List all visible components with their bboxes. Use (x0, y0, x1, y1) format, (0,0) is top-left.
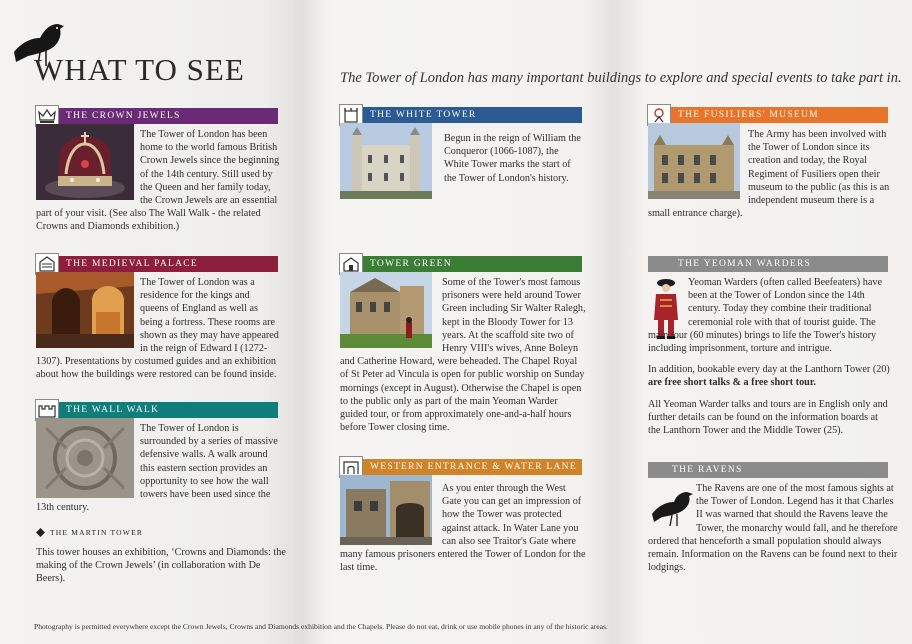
white-tower-text: Begun in the reign of William the Conqueror (1066-1087), the White Tower marks the start of the Tower of London's history. (444, 133, 581, 184)
fusiliers-header (648, 107, 888, 123)
yeoman-warders-title: THE YEOMAN WARDERS (678, 259, 812, 269)
western-entrance-text: As you enter through the West Gate you can get an impression of how the Tower was protected against attack. In Water Lane you can also see Traitor's Gate where many famous prisoners entered the Tower of London for the last time. (340, 483, 586, 574)
tower-green-header (340, 256, 582, 272)
medieval-palace-text: The Tower of London was a residence for the kings and queens of England as well as being a fortress. These rooms are shown as they may have appeared in the reign of Edward I (1272-1307). Presentations by costumed guides and an exhibition about how the buildings were restored can be found inside. (36, 277, 279, 381)
yeoman-warders-text: Yeoman Warders (often called Beefeaters) have been at the Tower of London since the 14th century. Today they combine their traditional ceremonial role with that of tourist guide. The main tour (60 minutes) brings to life the Tower's history including imprisonment, torture and intrigue. In addition, bookable every day at the Lanthorn Tower (20) are free short talks & a free short tour. All Yeoman Warder talks and tours are in English only and further details can be found on the information boards at the Lanthorn Tower and the Middle Tower (25). (648, 277, 890, 437)
crown-jewels-title: THE CROWN JEWELS (66, 111, 181, 121)
medieval-palace-header (36, 256, 278, 272)
page-title: WHAT TO SEE (34, 52, 245, 87)
western-entrance-title: WESTERN ENTRANCE & WATER LANE (370, 462, 577, 472)
tower-green-title: TOWER GREEN (370, 259, 452, 269)
ravens-header (648, 462, 888, 478)
wall-walk-text: The Tower of London is surrounded by a series of massive defensive walls. A walk around this eastern section provides an opportunity to see how the wall towers have been used since the 13th century. (36, 423, 278, 514)
western-entrance-header (340, 459, 582, 475)
medieval-palace-title: THE MEDIEVAL PALACE (66, 259, 199, 269)
white-tower-photo (340, 123, 432, 199)
yeoman-warders-header (648, 256, 888, 272)
wall-walk-header (36, 402, 278, 418)
crown-jewels-text: The Tower of London has been home to the world famous British Crown Jewels since the beginning of the 14th century. Still used by the Queen and her family today, the Crown Jewels are an essential part of your visit. (See also The Wall Walk - the related Crowns and Diamonds exhibition.) (36, 129, 280, 233)
ravens-text: The Ravens are one of the most famous sights at the Tower of London. Legend has it that Charles II was warned that should the Ravens leave the Tower, the monarchy would fall, and he therefore ordered that henceforth a small population should always remain. Information on the Ravens can be found next to their lodgings. (648, 483, 898, 574)
diamond-icon (36, 528, 45, 537)
footer-note: Photography is permitted everywhere except the Crown Jewels, Crowns and Diamonds exhibition and the Chapels. Please do not eat, drink or use mobile phones in any of the historic areas. (34, 622, 608, 631)
white-tower-title: THE WHITE TOWER (370, 110, 477, 120)
page-tagline: The Tower of London has many important buildings to explore and special events to take part in. (340, 70, 902, 86)
wall-walk-title: THE WALL WALK (66, 405, 160, 415)
tower-green-text: Some of the Tower's most famous prisoners were held around Tower Green including Sir Walter Ralegh, kept in the Bloody Tower for 13 years. At the scaffold site two of Henry VIII's wives, Anne Boleyn and Catherine Howard, were beheaded. The Chapel Royal of St Peter ad Vincula is open for public worship on Sunday mornings (except in August). Otherwise the Chapel is open to the public only as part of the main Yeoman Warder guided tour, or from approximately one-and-a-half hours before Tower closing time. (340, 277, 586, 434)
ravens-title: THE RAVENS (672, 465, 743, 475)
fusiliers-title: THE FUSILIERS' MUSEUM (678, 110, 819, 120)
fusiliers-text: The Army has been involved with the Tower of London since its creation and today, the Royal Regiment of Fusiliers open their museum to the public (as this is an independent museum there is a small entrance charge). (648, 129, 890, 220)
white-tower-header (340, 107, 582, 123)
martin-tower-text: This tower houses an exhibition, ‘Crowns and Diamonds: the making of the Crown Jewels’ (in collaboration with De Beers). (36, 547, 286, 585)
martin-tower-title: THE MARTIN TOWER (50, 528, 144, 537)
crown-jewels-header (36, 108, 278, 124)
